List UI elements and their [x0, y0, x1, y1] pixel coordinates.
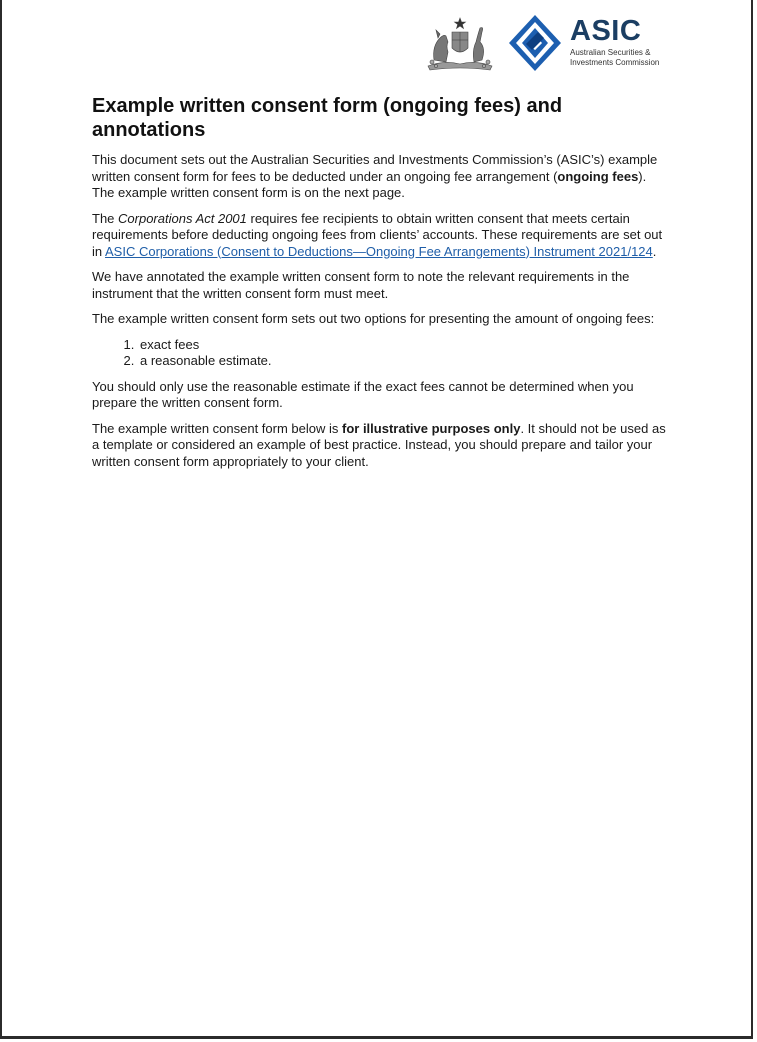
- intro-bold-term: ongoing fees: [557, 168, 639, 184]
- requirements-suffix: .: [652, 243, 657, 259]
- illustrative-text-after: . It should not be used as a template or considered an example of best practice. Instead, you should prepare and tailor your written consent form appropriately to your client.: [92, 420, 666, 469]
- paragraph-intro: [92, 152, 668, 202]
- asic-subtitle-line1: Australian Securities &: [570, 48, 651, 57]
- coat-of-arms-icon: [424, 16, 496, 72]
- intro-text-before: This document sets out the Australian Securities and Investments Commission’s (ASIC’s) example written consent form for fees to be deducted under an ongoing fee arrangement (: [92, 152, 658, 184]
- paragraph-annotations: We have annotated the example written consent form to note the relevant requirements in the instrument that the written consent form must meet.: [92, 269, 630, 301]
- intro-text-after: ). The example written consent form is on the next page.: [92, 168, 647, 200]
- list-item: 1. exact fees: [138, 337, 668, 354]
- asic-subtitle-line2: Investments Commission: [570, 58, 660, 67]
- paragraph-illustrative: [92, 421, 668, 471]
- header-logos: [424, 14, 674, 74]
- options-list: [92, 337, 668, 370]
- asic-wordmark: ASIC: [570, 15, 642, 47]
- asic-diamond-icon: [508, 14, 562, 72]
- paragraph-options-intro: The example written consent form sets out two options for presenting the amount of ongoing fees:: [92, 311, 655, 326]
- asic-subtitle: [570, 48, 680, 68]
- paragraph-requirements: [92, 211, 668, 261]
- list-item: 2. a reasonable estimate.: [138, 353, 668, 370]
- illustrative-bold-text: for illustrative purposes only: [342, 420, 521, 436]
- document-title: Example written consent form (ongoing fees) and annotations: [92, 95, 563, 141]
- illustrative-text-before: The example written consent form below is: [92, 420, 342, 436]
- act-name: Corporations Act 2001: [118, 210, 247, 226]
- requirements-middle: requires fee recipients to obtain written consent that meets certain requirements before deducting ongoing fees from clients’ accounts. These requirements are set out in: [92, 210, 663, 259]
- paragraph-estimate: You should only use the reasonable estimate if the exact fees cannot be determined when you prepare the written consent form.: [92, 378, 634, 410]
- requirements-prefix: The: [92, 210, 119, 226]
- instrument-link[interactable]: ASIC Corporations (Consent to Deductions—Ongoing Fee Arrangements) Instrument 2021/124: [105, 243, 653, 259]
- document-body: [92, 94, 668, 479]
